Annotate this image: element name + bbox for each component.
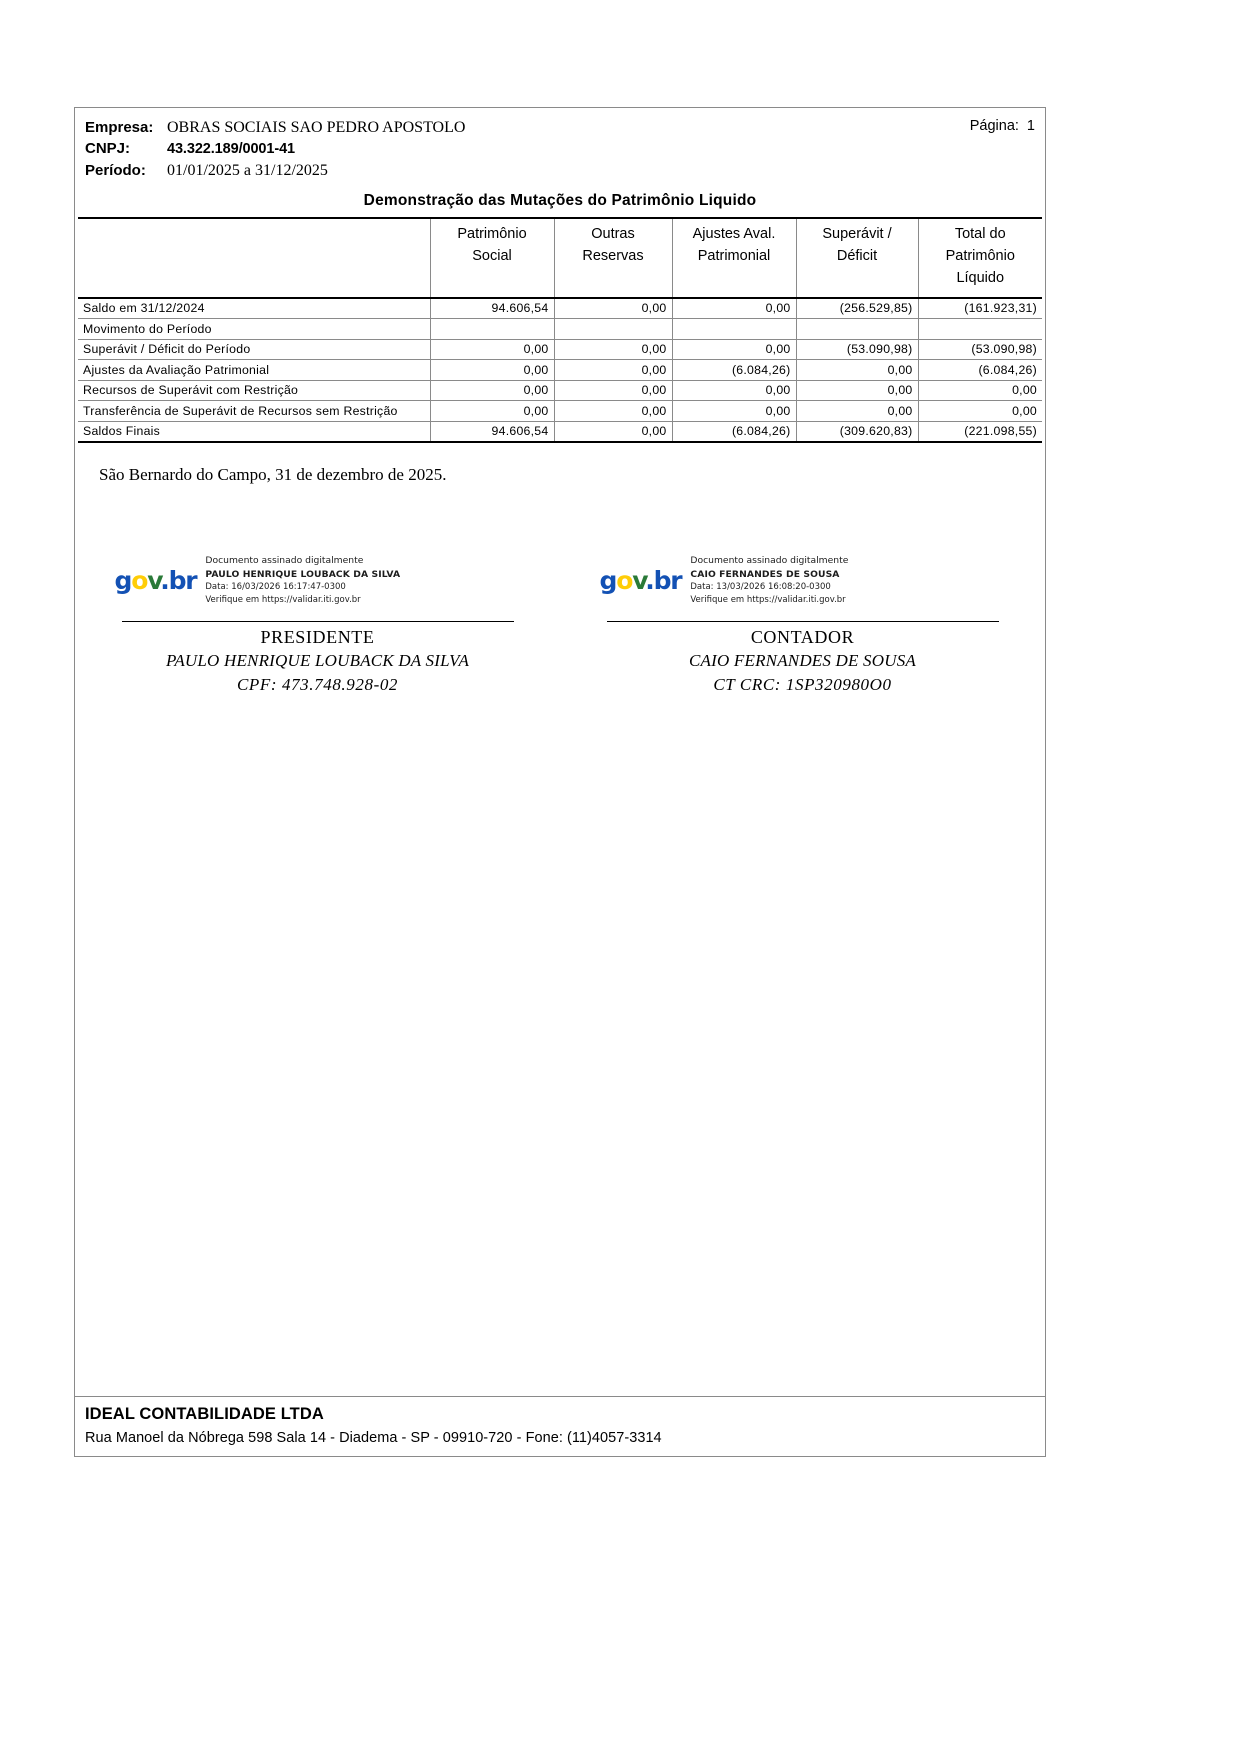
periodo-value: 01/01/2025 a 31/12/2025 [167,162,328,180]
col-header-line2: Déficit [836,248,878,265]
table-row [78,380,1042,401]
table-row [78,298,1042,319]
page-indicator-value: 1 [1026,118,1035,134]
cell-superavit-deficit: 0,00 [796,401,918,422]
cell-ajustes-aval: 0,00 [672,339,796,360]
header-row-cnpj [85,139,1035,159]
cell-outras-reservas: 0,00 [554,339,672,360]
header-row-periodo [85,160,1035,181]
col-header-line2: Patrimônio [945,248,1015,265]
govbr-signature-stamp [588,547,1018,613]
cell-ajustes-aval: 0,00 [672,401,796,422]
govbr-logo [114,565,197,595]
cell-outras-reservas: 0,00 [554,380,672,401]
row-label: Movimento do Período [78,319,430,340]
col-header-blank [78,218,430,297]
cnpj-value: 43.322.189/0001-41 [167,141,296,158]
signature-document-id: CT CRC: 1SP320980O0 [713,675,892,695]
cell-total: (161.923,31) [918,298,1042,319]
cell-superavit-deficit: (256.529,85) [796,298,918,319]
col-header-outras-reservas [554,218,672,297]
signed-date: Data: 16/03/2026 16:17:47-0300 [205,582,346,593]
col-header-line1: Patrimônio [457,226,527,243]
cell-outras-reservas: 0,00 [554,401,672,422]
govbr-logo-v: v [147,565,161,595]
cell-superavit-deficit: (309.620,83) [796,421,918,442]
col-header-line1: Total do [954,226,1006,243]
govbr-signature-text [205,554,400,606]
row-label: Recursos de Superávit com Restrição [78,380,430,401]
govbr-signature-stamp [103,547,533,613]
signature-document-id: CPF: 473.748.928-02 [236,675,399,695]
empresa-value: OBRAS SOCIAIS SAO PEDRO APOSTOLO [167,119,466,136]
signed-digitally-line: Documento assinado digitalmente [205,554,364,566]
document-footer [75,1396,1045,1457]
cell-outras-reservas: 0,00 [554,360,672,381]
col-header-line2: Patrimonial [697,248,771,265]
cell-ajustes-aval: 0,00 [672,298,796,319]
table-row [78,421,1042,442]
cell-total: (221.098,55) [918,421,1042,442]
govbr-logo-o: o [131,565,148,595]
cell-ajustes-aval [672,319,796,340]
cell-outras-reservas: 0,00 [554,421,672,442]
signed-date: Data: 13/03/2026 16:08:20-0300 [690,582,831,593]
cell-patrimonio-social: 94.606,54 [430,421,554,442]
cell-ajustes-aval: (6.084,26) [672,421,796,442]
govbr-logo-br: br [653,565,682,595]
govbr-signature-text [690,554,848,606]
cell-total: (6.084,26) [918,360,1042,381]
verify-url-line: Verifique em https://validar.iti.gov.br [205,594,361,605]
govbr-logo [599,565,682,595]
header-row-empresa [85,117,1035,138]
signature-name: CAIO FERNANDES DE SOUSA [689,651,916,671]
signed-digitally-line: Documento assinado digitalmente [690,554,849,566]
cell-total: 0,00 [918,380,1042,401]
page-title: Demonstração das Mutações do Patrimônio Liquido [363,192,757,210]
row-label: Transferência de Superávit de Recursos sem Restrição [78,401,430,422]
empresa-label: Empresa: [85,119,154,136]
equity-changes-table [78,217,1042,443]
col-header-line1: Superávit / [822,226,892,243]
cell-patrimonio-social: 0,00 [430,380,554,401]
table-row [78,360,1042,381]
document-page [74,107,1046,1457]
page-indicator [970,118,1035,134]
cell-total: (53.090,98) [918,339,1042,360]
place-and-date: São Bernardo do Campo, 31 de dezembro de 2025. [99,465,447,485]
cell-total: 0,00 [918,401,1042,422]
footer-address: Rua Manoel da Nóbrega 598 Sala 14 - Diadema - SP - 09910-720 - Fone: (11)4057-3314 [85,1430,662,1446]
page-indicator-label: Página: [969,118,1019,134]
signature-role: PRESIDENTE [260,627,375,648]
col-header-superavit-deficit [796,218,918,297]
cell-ajustes-aval: 0,00 [672,380,796,401]
cell-patrimonio-social: 0,00 [430,401,554,422]
signature-role: CONTADOR [750,627,855,648]
col-header-line2: Social [472,248,512,265]
govbr-logo-dot: . [645,565,654,595]
col-header-line3: Líquido [956,269,1005,286]
cell-patrimonio-social [430,319,554,340]
document-header [75,107,1045,186]
col-header-line1: Ajustes Aval. [692,226,776,243]
table-row [78,401,1042,422]
table-row [78,319,1042,340]
cell-outras-reservas: 0,00 [554,298,672,319]
col-header-line2: Reservas [582,248,644,265]
signature-area [75,547,1045,695]
cell-total [918,319,1042,340]
govbr-logo-o: o [616,565,633,595]
cnpj-label: CNPJ: [85,140,131,158]
periodo-label: Período: [85,162,146,180]
signature-block-presidente [103,547,533,695]
cell-outras-reservas [554,319,672,340]
cell-patrimonio-social: 0,00 [430,339,554,360]
table-header-row [78,218,1042,297]
govbr-logo-g: g [114,565,132,595]
row-label: Saldos Finais [78,421,430,442]
cell-superavit-deficit: 0,00 [796,380,918,401]
row-label: Saldo em 31/12/2024 [78,298,430,319]
cell-superavit-deficit: 0,00 [796,360,918,381]
cell-patrimonio-social: 0,00 [430,360,554,381]
col-header-ajustes-aval-patrimonial [672,218,796,297]
signer-name: PAULO HENRIQUE LOUBACK DA SILVA [205,568,401,580]
govbr-logo-v: v [632,565,646,595]
govbr-logo-g: g [599,565,617,595]
govbr-logo-dot: . [160,565,169,595]
cell-superavit-deficit: (53.090,98) [796,339,918,360]
signature-block-contador [588,547,1018,695]
col-header-total-patrimonio-liquido [918,218,1042,297]
govbr-logo-br: br [168,565,197,595]
signer-name: CAIO FERNANDES DE SOUSA [690,568,840,580]
footer-company-name: IDEAL CONTABILIDADE LTDA [85,1405,324,1423]
signature-name: PAULO HENRIQUE LOUBACK DA SILVA [165,651,470,671]
cell-ajustes-aval: (6.084,26) [672,360,796,381]
table-row [78,339,1042,360]
cell-superavit-deficit [796,319,918,340]
col-header-patrimonio-social [430,218,554,297]
row-label: Ajustes da Avaliação Patrimonial [78,360,430,381]
verify-url-line: Verifique em https://validar.iti.gov.br [690,594,846,605]
cell-patrimonio-social: 94.606,54 [430,298,554,319]
table-body [78,298,1042,443]
row-label: Superávit / Déficit do Período [78,339,430,360]
table-header [78,218,1042,297]
col-header-line1: Outras [591,226,635,243]
